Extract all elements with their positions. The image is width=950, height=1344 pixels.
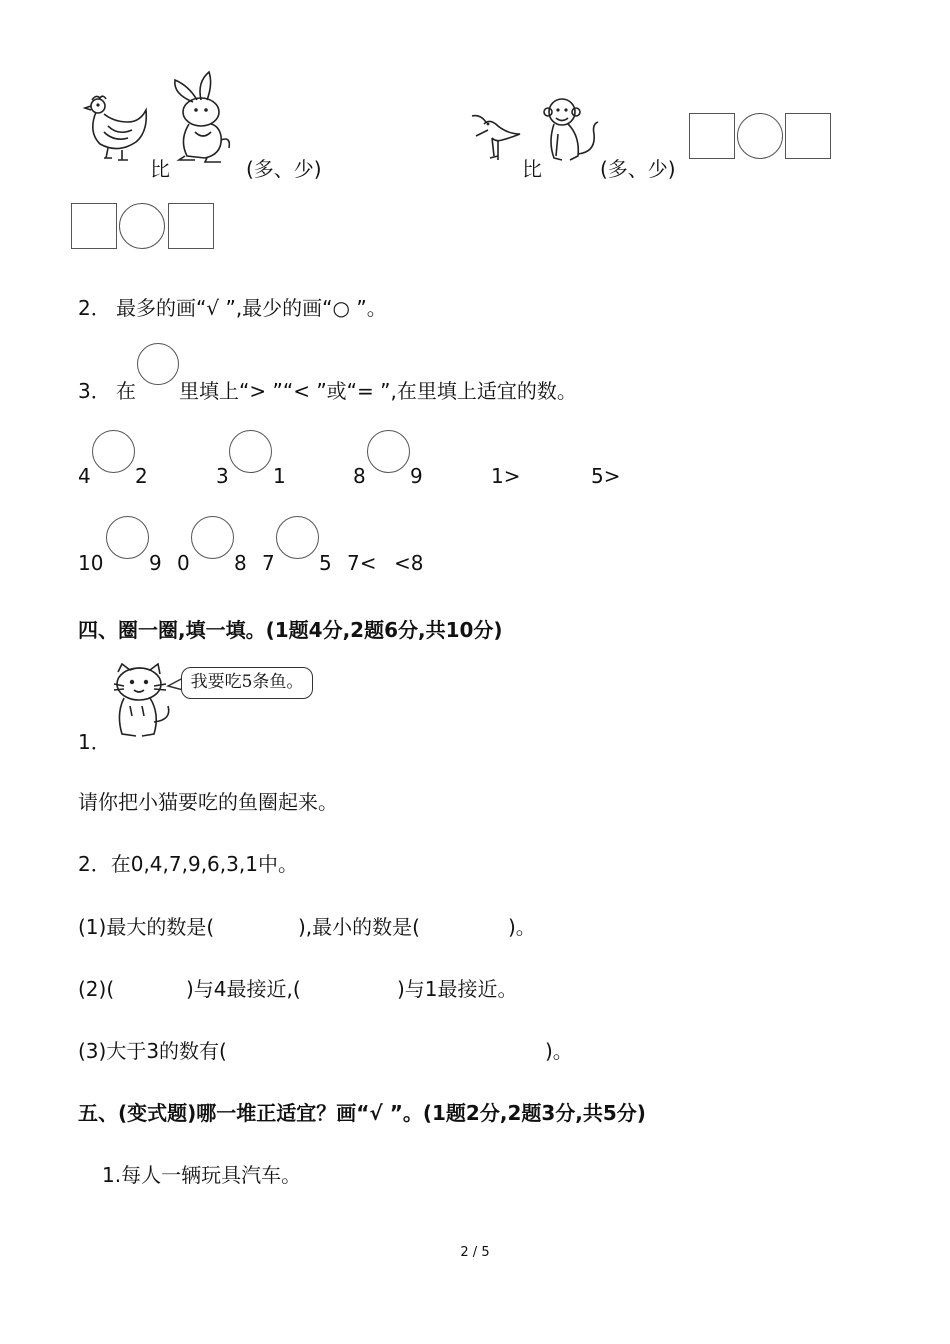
page-number: 2 / 5 <box>460 1245 490 1260</box>
answer-circle-b[interactable] <box>119 203 165 249</box>
r1-fill-2: 5> <box>591 464 621 488</box>
sub-1-part-a: (1)最大的数是( <box>78 915 215 939</box>
question-2-number: 2． <box>78 296 111 320</box>
question-3-at: 在 <box>116 379 136 403</box>
sub-1-part-c: )。 <box>508 915 536 939</box>
more-less-option-2: (多、少) <box>600 157 676 181</box>
section-5-title: 五、(变式题)哪一堆正适宜？画“√ ”。(1题2分,2题3分,共5分) <box>78 1101 646 1125</box>
compare-word-2: 比 <box>522 157 542 181</box>
example-circle <box>137 343 179 385</box>
sub-3-part-a: (3)大于3的数有( <box>78 1039 227 1063</box>
r1-num-8: 8 <box>353 464 366 488</box>
monkey-icon <box>540 94 604 168</box>
section-5-item-1: 1.每人一辆玩具汽车。 <box>102 1163 302 1187</box>
answer-square-a2[interactable] <box>785 113 831 159</box>
question-3-text: 里填上“> ”“< ”或“= ”,在里填上适宜的数。 <box>179 379 577 403</box>
r2-num-9: 9 <box>149 551 162 575</box>
question-2-text: 最多的画“√ ”,最少的画“○ ”。 <box>116 296 387 320</box>
r1-num-9: 9 <box>410 464 423 488</box>
speech-bubble: 我要吃5条鱼。 <box>181 667 313 699</box>
r2-fill-1: 7< <box>347 551 377 575</box>
r1-num-1: 1 <box>273 464 286 488</box>
r1-num-3: 3 <box>216 464 229 488</box>
section-4-title: 四、圈一圈,填一填。(1题4分,2题6分,共10分) <box>78 618 503 642</box>
compare-circle-r2-1[interactable] <box>106 516 149 559</box>
r2-num-5: 5 <box>319 551 332 575</box>
sub-3-part-b: )。 <box>545 1039 573 1063</box>
compare-circle-r2-2[interactable] <box>191 516 234 559</box>
r2-num-0: 0 <box>177 551 190 575</box>
answer-square-a1[interactable] <box>689 113 735 159</box>
sub-2-part-a: (2)( <box>78 977 115 1001</box>
compare-word-1: 比 <box>150 157 170 181</box>
r2-num-7: 7 <box>262 551 275 575</box>
r1-num-2: 2 <box>135 464 148 488</box>
compare-circle-r1-3[interactable] <box>367 430 410 473</box>
more-less-option-1: (多、少) <box>246 157 322 181</box>
rabbit-icon <box>165 70 241 164</box>
bird-icon <box>468 110 524 164</box>
r2-fill-2: <8 <box>394 551 424 575</box>
sub-2-part-c: )与1最接近。 <box>397 977 518 1001</box>
sub-1-part-b: ),最小的数是( <box>298 915 420 939</box>
section-4-instruction: 请你把小猫要吃的鱼圈起来。 <box>78 790 338 814</box>
compare-circle-r1-2[interactable] <box>229 430 272 473</box>
answer-square-b1[interactable] <box>71 203 117 249</box>
hen-icon <box>78 92 152 164</box>
r1-fill-1: 1> <box>491 464 521 488</box>
section-4-item-2: 2．在0,4,7,9,6,3,1中。 <box>78 852 298 876</box>
question-3-number: 3． <box>78 379 111 403</box>
answer-circle-a[interactable] <box>737 113 783 159</box>
section-4-item-1-number: 1． <box>78 730 111 754</box>
compare-circle-r2-3[interactable] <box>276 516 319 559</box>
r2-num-8: 8 <box>234 551 247 575</box>
r1-num-4: 4 <box>78 464 91 488</box>
r2-num-10: 10 <box>78 551 104 575</box>
sub-2-part-b: )与4最接近,( <box>186 977 301 1001</box>
answer-square-b2[interactable] <box>168 203 214 249</box>
compare-circle-r1-1[interactable] <box>92 430 135 473</box>
